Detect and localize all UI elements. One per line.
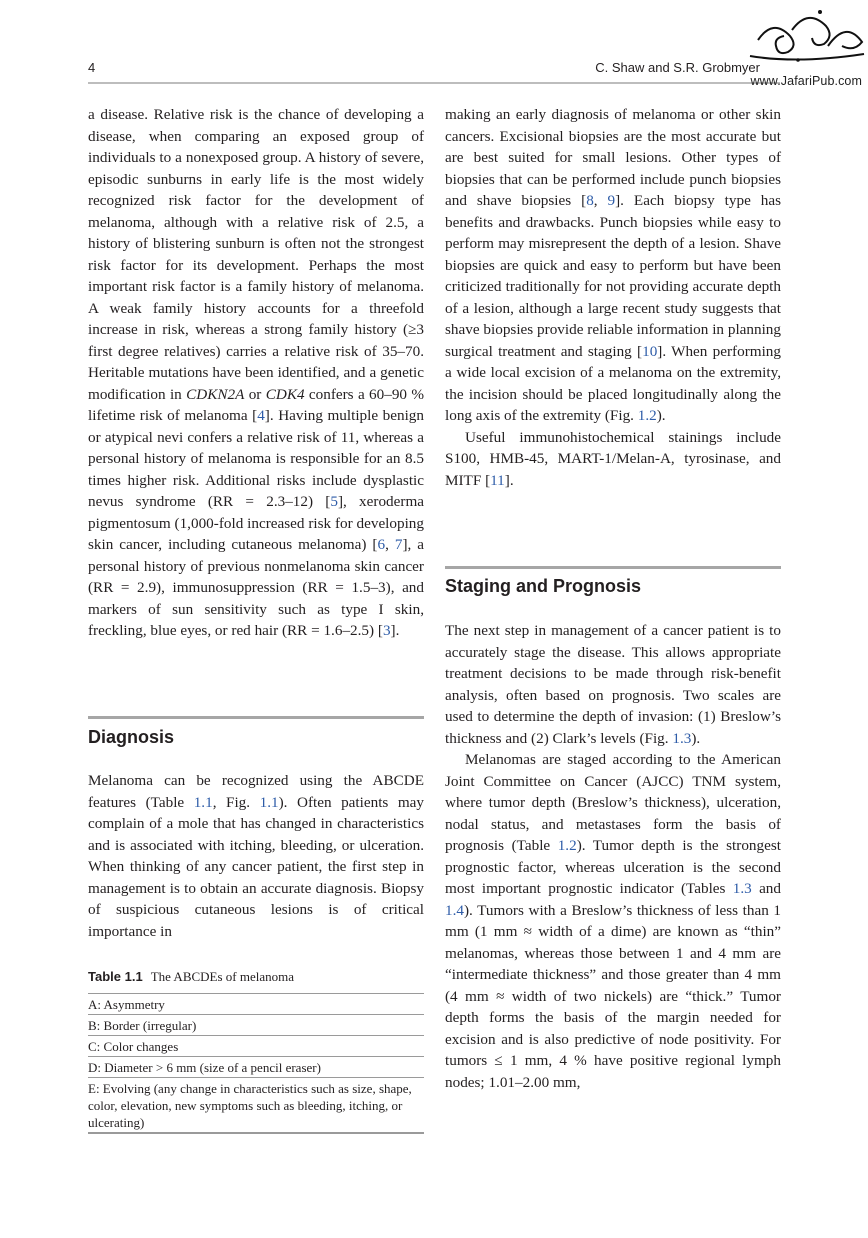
body-paragraph: a disease. Relative risk is the chance of developing a disease, when comparing an exposed group of individuals to a nonexposed group. A history of severe, episodic sunburns in early life is the most widely recognized risk factor for the development of melanoma, although with a relative risk of 2.5, a history of blistering sunburn is often not the strongest risk factor for its development. Perhaps the most important risk factor is a family history of melanoma. A weak family history accounts for a threefold increase in risk, whereas a strong family history (≥3 first degree relatives) carries a relative risk of 35–70. Heritable mutations have been identified, and a genetic modification in CDKN2A or CDK4 confers a 60–90 % lifetime risk of melanoma [4]. Having multiple benign or atypical nevi confers a relative risk of 11, whereas a personal history of melanoma is responsible for an 8.5 times higher risk. Additional risks include dysplastic nevus syndrome (RR = 2.3–12) [5], xeroderma pigmentosum (1,000-fold increased risk for developing skin cancer, including cutaneous melanoma) [6, 7], a personal history of previous nonmelanoma skin cancer (RR = 2.9), immunosuppression (RR = 1.5–3), and markers of sun sensitivity such as type I skin, freckling, blue eyes, or red hair (RR = 1.6–2.5) [3].: [88, 106, 425, 639]
figure-link[interactable]: 1.2: [637, 407, 657, 424]
section-heading-staging: Staging and Prognosis: [445, 576, 642, 596]
figure-link[interactable]: 1.1: [259, 793, 279, 811]
header-rule: [88, 82, 780, 84]
table-row: B: Border (irregular): [88, 1015, 424, 1036]
abcde-table: [88, 993, 424, 1134]
section-divider: [88, 716, 424, 719]
table-row: A: Asymmetry: [88, 994, 424, 1015]
citation-link[interactable]: 8: [586, 192, 594, 209]
citation-link[interactable]: 6: [377, 536, 386, 553]
watermark-url: www.JafariPub.com: [750, 74, 862, 88]
table-link[interactable]: 1.2: [557, 837, 577, 854]
section-heading-diagnosis: Diagnosis: [88, 727, 175, 747]
table-link[interactable]: 1.1: [193, 793, 213, 811]
citation-link[interactable]: 11: [490, 471, 505, 489]
citation-link[interactable]: 10: [642, 342, 658, 360]
right-column: [445, 104, 781, 491]
running-head: C. Shaw and S.R. Grobmyer: [595, 60, 760, 75]
body-paragraph: Melanomas are staged according to the American Joint Committee on Cancer (AJCC) TNM system, where tumor depth (Breslow’s thickness), ulceration, nodal status, and metastases form the basis of prognosis (Table 1.2). Tumor depth is the strongest prognostic factor, whereas ulceration is the second most important prognostic indicator (Tables 1.3 and 1.4). Tumors with a Breslow’s thickness of less than 1 mm (1 mm ≈ width of a dime) are known as “thin” melanomas, whereas those between 1 and 4 mm are “intermediate thickness” and those greater than 4 mm (4 mm ≈ width of two nickels) are “thick.” Tumor depth forms the basis of the margin needed for excision and is also predictive of node positivity. For tumors ≤ 1 mm, 4 % have positive regional lymph nodes; 1.01–2.00 mm,: [445, 751, 781, 1091]
table-row: C: Color changes: [88, 1036, 424, 1057]
body-paragraph: Useful immunohistochemical stainings include S100, HMB-45, MART-1/Melan-A, tyrosinase, and MITF [11].: [445, 428, 781, 489]
table-row: E: Evolving (any change in characteristics such as size, shape, color, elevation, new symptoms such as bleeding, itching, or ulcerating): [88, 1078, 424, 1134]
table-link[interactable]: 1.3: [732, 880, 752, 897]
citation-link[interactable]: 4: [257, 407, 265, 424]
citation-link[interactable]: 3: [382, 622, 391, 639]
body-paragraph: The next step in management of a cancer patient is to accurately stage the disease. This allows appropriate treatment decisions to be made through risk-benefit analysis, often based on prognosis. Two scales are used to determine the depth of invasion: (1) Breslow’s thickness and (2) Clark’s levels (Fig. 1.3).: [445, 622, 781, 747]
page-number: 4: [88, 60, 96, 75]
body-paragraph: making an early diagnosis of melanoma or other skin cancers. Excisional biopsies are the most accurate but are best suited for small lesions. Other types of biopsies that can be performed include punch biopsies and shave biopsies [8, 9]. Each biopsy type has benefits and drawbacks. Punch biopsies while easy to perform may misrepresent the depth of a lesion. Shave biopsies are quick and easy to perform but have been criticized traditionally for not providing accurate depth of a lesion, although a large recent study suggests that shave biopsies provide reliable information in planning surgical treatment and staging [10]. When performing a wide local excision of a melanoma on the extremity, the incision should be placed longitudinally along the long axis of the extremity (Fig. 1.2).: [445, 106, 782, 424]
right-column-lower: [445, 620, 781, 1093]
table-link[interactable]: 1.4: [445, 901, 464, 919]
table-caption: Table 1.1 The ABCDEs of melanoma: [88, 969, 295, 984]
section-divider: [445, 566, 781, 569]
table-row: D: Diameter > 6 mm (size of a pencil eraser): [88, 1057, 424, 1078]
left-column-lower: [88, 770, 424, 942]
citation-link[interactable]: 5: [330, 493, 338, 510]
citation-link[interactable]: 9: [607, 192, 616, 209]
citation-link[interactable]: 7: [394, 536, 403, 553]
left-column: [88, 104, 424, 642]
body-paragraph: Melanoma can be recognized using the ABCDE features (Table 1.1, Fig. 1.1). Often patients may complain of a mole that has changed in characteristics and is associated with itching, bleeding, or ulceration. When thinking of any cancer patient, the first step in management is to obtain an accurate diagnosis. Biopsy of suspicious cutaneous lesions is of critical importance in: [88, 772, 425, 940]
figure-link[interactable]: 1.3: [672, 729, 692, 747]
